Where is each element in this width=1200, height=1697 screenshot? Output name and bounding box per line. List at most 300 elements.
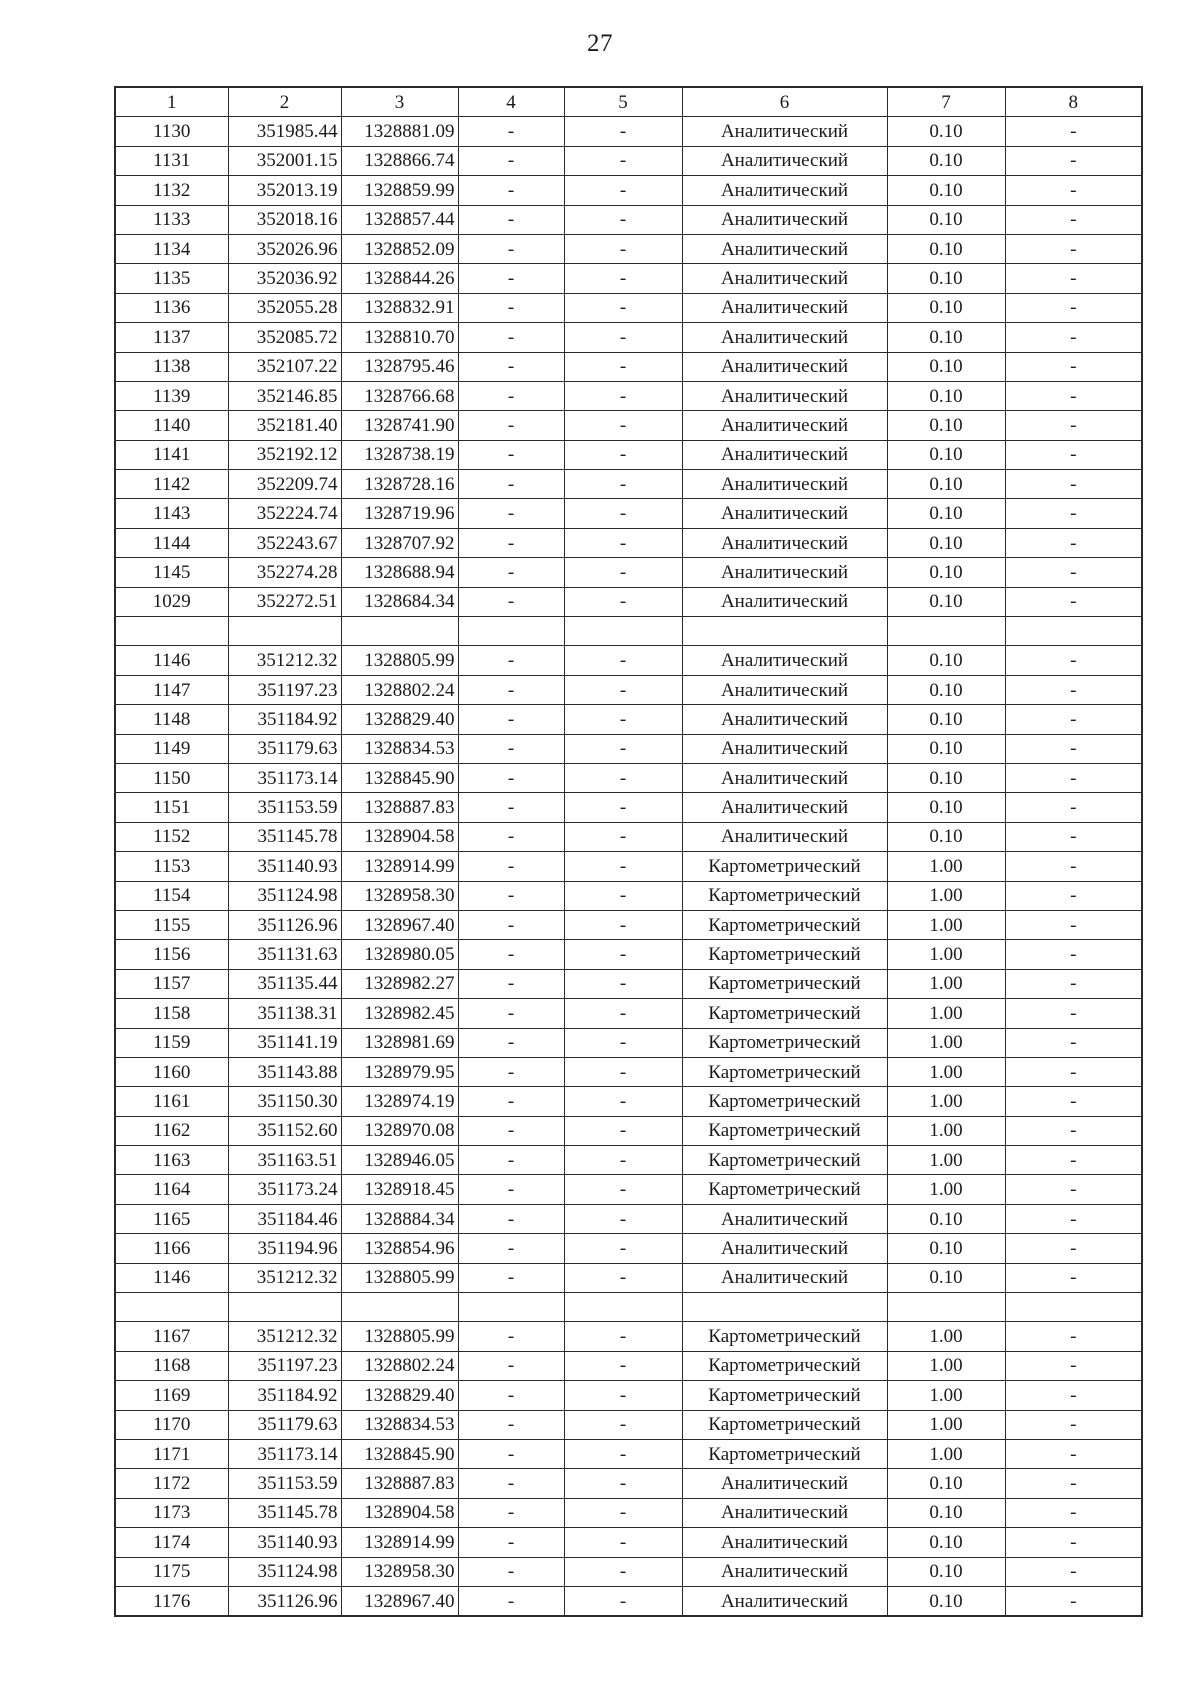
table-cell-col-3: 3: [341, 87, 458, 117]
table-cell-col-5: -: [564, 499, 682, 528]
table-cell-col-1: 1170: [115, 1410, 228, 1439]
table-cell-col-3: 1328974.19: [341, 1087, 458, 1116]
table-cell-col-3: 1328805.99: [341, 646, 458, 675]
coordinates-table: [114, 86, 1143, 1617]
table-cell-col-7: 0.10: [887, 411, 1005, 440]
table-cell-col-3: 1328981.69: [341, 1028, 458, 1057]
table-cell-col-2: 351985.44: [228, 117, 341, 146]
table-cell-col-2: 351197.23: [228, 1351, 341, 1380]
table-cell-col-7: 0.10: [887, 1469, 1005, 1498]
table-cell-col-2: 351194.96: [228, 1234, 341, 1263]
table-cell-col-7: 7: [887, 87, 1005, 117]
table-cell-col-2: 351184.92: [228, 1381, 341, 1410]
table-cell-col-8: -: [1005, 146, 1142, 175]
table-cell-col-5: -: [564, 1439, 682, 1468]
table-cell-col-2: 351131.63: [228, 940, 341, 969]
table-cell-col-2: 351153.59: [228, 793, 341, 822]
table-cell-col-2: 352181.40: [228, 411, 341, 440]
table-cell-col-4: -: [458, 1087, 564, 1116]
table-cell-col-7: 0.10: [887, 176, 1005, 205]
table-cell-col-6: Аналитический: [682, 264, 887, 293]
table-cell-col-2: 352026.96: [228, 234, 341, 263]
table-cell-col-1: 1173: [115, 1498, 228, 1527]
table-cell-col-6: [682, 617, 887, 646]
table-cell-col-5: -: [564, 646, 682, 675]
table-cell-col-7: 0.10: [887, 528, 1005, 557]
table-cell-col-6: Картометрический: [682, 852, 887, 881]
table-cell-col-3: 1328881.09: [341, 117, 458, 146]
table-cell-col-8: -: [1005, 411, 1142, 440]
table-cell-col-7: 0.10: [887, 499, 1005, 528]
table-cell-col-2: 351163.51: [228, 1146, 341, 1175]
table-cell-col-2: 352243.67: [228, 528, 341, 557]
table-cell-col-1: 1166: [115, 1234, 228, 1263]
table-cell-col-4: -: [458, 763, 564, 792]
table-cell-col-5: -: [564, 146, 682, 175]
table-cell-col-1: 1147: [115, 675, 228, 704]
table-cell-col-5: -: [564, 293, 682, 322]
table-cell-col-4: -: [458, 1381, 564, 1410]
table-cell-col-2: 351173.24: [228, 1175, 341, 1204]
table-cell-col-5: [564, 1293, 682, 1322]
table-row: [115, 352, 1142, 381]
table-cell-col-5: -: [564, 528, 682, 557]
table-cell-col-7: 0.10: [887, 675, 1005, 704]
table-cell-col-8: -: [1005, 117, 1142, 146]
table-cell-col-7: 0.10: [887, 734, 1005, 763]
table-cell-col-6: Аналитический: [682, 1263, 887, 1292]
table-cell-col-3: 1328970.08: [341, 1116, 458, 1145]
table-cell-col-2: 351145.78: [228, 822, 341, 851]
table-cell-col-8: 8: [1005, 87, 1142, 117]
table-cell-col-7: 0.10: [887, 1528, 1005, 1557]
table-cell-col-2: 351153.59: [228, 1469, 341, 1498]
table-cell-col-6: Аналитический: [682, 675, 887, 704]
table-cell-col-2: 351212.32: [228, 1322, 341, 1351]
table-cell-col-5: -: [564, 822, 682, 851]
table-cell-col-3: 1328887.83: [341, 1469, 458, 1498]
table-cell-col-2: 352272.51: [228, 587, 341, 616]
table-cell-col-8: -: [1005, 1204, 1142, 1233]
table-row: [115, 411, 1142, 440]
table-cell-col-8: -: [1005, 734, 1142, 763]
table-row: [115, 1293, 1142, 1322]
table-cell-col-3: 1328982.27: [341, 969, 458, 998]
table-cell-col-7: 0.10: [887, 234, 1005, 263]
table-cell-col-5: -: [564, 1057, 682, 1086]
table-cell-col-3: 1328707.92: [341, 528, 458, 557]
table-cell-col-7: 1.00: [887, 1057, 1005, 1086]
table-cell-col-4: -: [458, 910, 564, 939]
table-cell-col-4: [458, 617, 564, 646]
table-cell-col-8: -: [1005, 440, 1142, 469]
table-cell-col-6: Аналитический: [682, 1234, 887, 1263]
table-row: [115, 646, 1142, 675]
table-cell-col-1: 1151: [115, 793, 228, 822]
table-cell-col-1: 1139: [115, 381, 228, 410]
table-cell-col-4: -: [458, 1028, 564, 1057]
table-cell-col-3: 1328857.44: [341, 205, 458, 234]
table-cell-col-3: 1328805.99: [341, 1263, 458, 1292]
table-row: [115, 528, 1142, 557]
table-cell-col-4: [458, 1293, 564, 1322]
table-cell-col-4: -: [458, 264, 564, 293]
table-cell-col-5: -: [564, 1586, 682, 1616]
table-cell-col-4: -: [458, 940, 564, 969]
table-cell-col-8: -: [1005, 1439, 1142, 1468]
table-cell-col-2: 352036.92: [228, 264, 341, 293]
table-row: [115, 117, 1142, 146]
table-cell-col-8: -: [1005, 793, 1142, 822]
table-cell-col-4: -: [458, 705, 564, 734]
table-cell-col-4: -: [458, 999, 564, 1028]
table-cell-col-4: -: [458, 734, 564, 763]
table-cell-col-8: -: [1005, 763, 1142, 792]
table-cell-col-6: Аналитический: [682, 705, 887, 734]
table-cell-col-3: 1328728.16: [341, 470, 458, 499]
table-cell-col-1: 1029: [115, 587, 228, 616]
table-row: [115, 881, 1142, 910]
table-row: [115, 1586, 1142, 1616]
table-cell-col-4: -: [458, 675, 564, 704]
table-cell-col-7: 0.10: [887, 1586, 1005, 1616]
table-cell-col-2: 351152.60: [228, 1116, 341, 1145]
table-cell-col-5: -: [564, 1557, 682, 1586]
table-cell-col-2: 351126.96: [228, 1586, 341, 1616]
table-cell-col-2: 352107.22: [228, 352, 341, 381]
table-cell-col-2: 351143.88: [228, 1057, 341, 1086]
table-cell-col-5: -: [564, 470, 682, 499]
table-cell-col-6: Аналитический: [682, 470, 887, 499]
table-cell-col-4: -: [458, 470, 564, 499]
table-cell-col-4: -: [458, 1469, 564, 1498]
table-cell-col-3: 1328802.24: [341, 1351, 458, 1380]
table-cell-col-3: 1328866.74: [341, 146, 458, 175]
table-cell-col-3: 1328688.94: [341, 558, 458, 587]
table-cell-col-5: -: [564, 881, 682, 910]
table-row: [115, 1528, 1142, 1557]
table-row: [115, 470, 1142, 499]
table-cell-col-8: -: [1005, 323, 1142, 352]
table-cell-col-8: -: [1005, 1498, 1142, 1527]
table-cell-col-7: 0.10: [887, 440, 1005, 469]
table-cell-col-6: Аналитический: [682, 1498, 887, 1527]
table-cell-col-5: -: [564, 852, 682, 881]
table-row: [115, 1351, 1142, 1380]
table-cell-col-1: 1158: [115, 999, 228, 1028]
table-cell-col-4: -: [458, 1498, 564, 1527]
table-cell-col-3: 1328805.99: [341, 1322, 458, 1351]
table-cell-col-8: -: [1005, 234, 1142, 263]
table-cell-col-1: 1175: [115, 1557, 228, 1586]
table-cell-col-5: -: [564, 793, 682, 822]
table-cell-col-3: [341, 1293, 458, 1322]
table-cell-col-6: Аналитический: [682, 323, 887, 352]
table-row: [115, 822, 1142, 851]
table-cell-col-7: 0.10: [887, 352, 1005, 381]
table-cell-col-8: -: [1005, 470, 1142, 499]
table-cell-col-8: -: [1005, 381, 1142, 410]
table-cell-col-6: Аналитический: [682, 381, 887, 410]
table-cell-col-1: 1153: [115, 852, 228, 881]
table-cell-col-7: 1.00: [887, 1381, 1005, 1410]
table-cell-col-4: -: [458, 440, 564, 469]
table-cell-col-8: -: [1005, 1528, 1142, 1557]
page-number: 27: [587, 30, 613, 57]
table-cell-col-8: [1005, 617, 1142, 646]
table-row: [115, 1175, 1142, 1204]
table-cell-col-2: [228, 1293, 341, 1322]
table-cell-col-7: 0.10: [887, 1204, 1005, 1233]
table-cell-col-6: Картометрический: [682, 1116, 887, 1145]
table-cell-col-3: 1328958.30: [341, 1557, 458, 1586]
table-cell-col-1: 1145: [115, 558, 228, 587]
table-cell-col-2: 351173.14: [228, 1439, 341, 1468]
table-cell-col-7: 0.10: [887, 705, 1005, 734]
table-row: [115, 675, 1142, 704]
table-cell-col-1: 1174: [115, 1528, 228, 1557]
table-cell-col-3: 1328852.09: [341, 234, 458, 263]
table-cell-col-7: 0.10: [887, 646, 1005, 675]
table-cell-col-5: -: [564, 734, 682, 763]
table-cell-col-4: -: [458, 146, 564, 175]
table-cell-col-4: -: [458, 822, 564, 851]
table-cell-col-5: -: [564, 1087, 682, 1116]
table-cell-col-1: 1172: [115, 1469, 228, 1498]
table-row: [115, 1381, 1142, 1410]
table-cell-col-5: -: [564, 1175, 682, 1204]
table-cell-col-8: -: [1005, 1410, 1142, 1439]
table-cell-col-7: 0.10: [887, 117, 1005, 146]
table-cell-col-1: 1143: [115, 499, 228, 528]
table-cell-col-8: -: [1005, 1322, 1142, 1351]
table-cell-col-8: -: [1005, 1175, 1142, 1204]
table-cell-col-8: -: [1005, 176, 1142, 205]
table-cell-col-8: -: [1005, 293, 1142, 322]
table-cell-col-7: 1.00: [887, 1146, 1005, 1175]
table-cell-col-6: Картометрический: [682, 1381, 887, 1410]
table-row: [115, 1469, 1142, 1498]
table-cell-col-7: 1.00: [887, 910, 1005, 939]
table-cell-col-4: -: [458, 528, 564, 557]
table-cell-col-4: -: [458, 646, 564, 675]
table-cell-col-2: 351124.98: [228, 1557, 341, 1586]
table-cell-col-7: 0.10: [887, 793, 1005, 822]
table-cell-col-2: 351126.96: [228, 910, 341, 939]
table-cell-col-6: [682, 1293, 887, 1322]
table-row: [115, 940, 1142, 969]
table-cell-col-1: 1144: [115, 528, 228, 557]
table-cell-col-6: Аналитический: [682, 352, 887, 381]
table-cell-col-8: -: [1005, 558, 1142, 587]
table-cell-col-1: 1141: [115, 440, 228, 469]
table-cell-col-5: -: [564, 205, 682, 234]
table-cell-col-3: 1328845.90: [341, 1439, 458, 1468]
table-cell-col-2: 351173.14: [228, 763, 341, 792]
table-cell-col-6: Аналитический: [682, 117, 887, 146]
table-cell-col-7: 1.00: [887, 881, 1005, 910]
table-cell-col-7: 0.10: [887, 470, 1005, 499]
table-cell-col-4: -: [458, 323, 564, 352]
table-cell-col-1: 1142: [115, 470, 228, 499]
table-cell-col-7: 0.10: [887, 558, 1005, 587]
table-cell-col-8: -: [1005, 822, 1142, 851]
table-row: [115, 1116, 1142, 1145]
table-cell-col-3: 1328795.46: [341, 352, 458, 381]
table-cell-col-5: -: [564, 587, 682, 616]
table-cell-col-1: 1160: [115, 1057, 228, 1086]
table-cell-col-3: 1328887.83: [341, 793, 458, 822]
table-cell-col-8: -: [1005, 881, 1142, 910]
table-row: [115, 1557, 1142, 1586]
table-row: [115, 558, 1142, 587]
table-cell-col-1: 1130: [115, 117, 228, 146]
table-cell-col-4: -: [458, 352, 564, 381]
table-cell-col-4: -: [458, 1528, 564, 1557]
table-cell-col-1: 1163: [115, 1146, 228, 1175]
table-cell-col-1: 1162: [115, 1116, 228, 1145]
table-row: [115, 205, 1142, 234]
table-cell-col-5: -: [564, 1204, 682, 1233]
table-cell-col-4: -: [458, 293, 564, 322]
table-cell-col-6: Картометрический: [682, 881, 887, 910]
table-cell-col-5: -: [564, 411, 682, 440]
table-cell-col-8: -: [1005, 1028, 1142, 1057]
table-cell-col-8: -: [1005, 1469, 1142, 1498]
table-cell-col-3: 1328832.91: [341, 293, 458, 322]
table-cell-col-3: 1328802.24: [341, 675, 458, 704]
table-cell-col-1: 1133: [115, 205, 228, 234]
table-cell-col-4: -: [458, 587, 564, 616]
table-cell-col-4: -: [458, 881, 564, 910]
table-cell-col-7: 0.10: [887, 323, 1005, 352]
table-cell-col-3: 1328914.99: [341, 852, 458, 881]
table-cell-col-2: [228, 617, 341, 646]
table-cell-col-6: Аналитический: [682, 146, 887, 175]
table-cell-col-5: -: [564, 1116, 682, 1145]
table-cell-col-1: 1148: [115, 705, 228, 734]
table-cell-col-6: Аналитический: [682, 822, 887, 851]
table-row: [115, 1322, 1142, 1351]
table-cell-col-1: 1164: [115, 1175, 228, 1204]
table-cell-col-6: Аналитический: [682, 499, 887, 528]
table-cell-col-3: 1328946.05: [341, 1146, 458, 1175]
table-cell-col-8: -: [1005, 1586, 1142, 1616]
table-cell-col-5: -: [564, 1263, 682, 1292]
table-row: [115, 323, 1142, 352]
table-cell-col-8: -: [1005, 1087, 1142, 1116]
table-cell-col-1: 1134: [115, 234, 228, 263]
table-cell-col-1: [115, 617, 228, 646]
table-cell-col-3: 1328684.34: [341, 587, 458, 616]
table-row: [115, 1204, 1142, 1233]
table-cell-col-7: 0.10: [887, 1498, 1005, 1527]
table-cell-col-4: -: [458, 1263, 564, 1292]
table-cell-col-4: -: [458, 499, 564, 528]
table-cell-col-4: 4: [458, 87, 564, 117]
table-cell-col-5: -: [564, 440, 682, 469]
table-row: [115, 999, 1142, 1028]
table-cell-col-6: Аналитический: [682, 734, 887, 763]
table-cell-col-2: 352013.19: [228, 176, 341, 205]
table-cell-col-4: -: [458, 1351, 564, 1380]
table-cell-col-7: 1.00: [887, 999, 1005, 1028]
table-cell-col-5: -: [564, 264, 682, 293]
table-cell-col-7: 1.00: [887, 1351, 1005, 1380]
table-row: [115, 763, 1142, 792]
table-cell-col-8: -: [1005, 1146, 1142, 1175]
table-cell-col-8: -: [1005, 1116, 1142, 1145]
table-cell-col-6: Аналитический: [682, 587, 887, 616]
table-cell-col-1: 1171: [115, 1439, 228, 1468]
table-cell-col-3: 1328829.40: [341, 705, 458, 734]
table-cell-col-2: 351140.93: [228, 852, 341, 881]
table-cell-col-5: -: [564, 910, 682, 939]
table-cell-col-7: 0.10: [887, 264, 1005, 293]
table-cell-col-6: Аналитический: [682, 176, 887, 205]
table-row: [115, 910, 1142, 939]
table-cell-col-2: 351197.23: [228, 675, 341, 704]
table-cell-col-3: 1328979.95: [341, 1057, 458, 1086]
table-cell-col-5: -: [564, 381, 682, 410]
table-cell-col-2: 351138.31: [228, 999, 341, 1028]
table-cell-col-8: -: [1005, 1057, 1142, 1086]
table-cell-col-5: -: [564, 1381, 682, 1410]
table-cell-col-8: -: [1005, 940, 1142, 969]
table-cell-col-3: 1328980.05: [341, 940, 458, 969]
table-cell-col-5: -: [564, 763, 682, 792]
table-cell-col-1: 1155: [115, 910, 228, 939]
table-cell-col-1: 1140: [115, 411, 228, 440]
table-cell-col-2: 352192.12: [228, 440, 341, 469]
table-cell-col-6: Картометрический: [682, 910, 887, 939]
table-cell-col-3: 1328967.40: [341, 910, 458, 939]
table-cell-col-4: -: [458, 969, 564, 998]
table-cell-col-1: 1176: [115, 1586, 228, 1616]
table-cell-col-5: -: [564, 969, 682, 998]
table-row: [115, 1263, 1142, 1292]
table-row: [115, 969, 1142, 998]
table-cell-col-1: 1146: [115, 1263, 228, 1292]
table-cell-col-1: 1167: [115, 1322, 228, 1351]
table-cell-col-7: 0.10: [887, 205, 1005, 234]
table-cell-col-7: 0.10: [887, 1263, 1005, 1292]
table-row: [115, 1439, 1142, 1468]
table-cell-col-6: Аналитический: [682, 558, 887, 587]
table-cell-col-5: -: [564, 176, 682, 205]
table-row: [115, 617, 1142, 646]
table-cell-col-3: 1328844.26: [341, 264, 458, 293]
table-cell-col-5: -: [564, 999, 682, 1028]
table-cell-col-8: -: [1005, 1234, 1142, 1263]
table-cell-col-1: 1149: [115, 734, 228, 763]
table-cell-col-2: 351124.98: [228, 881, 341, 910]
table-cell-col-6: Аналитический: [682, 1469, 887, 1498]
table-cell-col-8: -: [1005, 646, 1142, 675]
table-cell-col-3: 1328719.96: [341, 499, 458, 528]
table-cell-col-3: 1328738.19: [341, 440, 458, 469]
table-cell-col-4: -: [458, 234, 564, 263]
table-cell-col-2: 2: [228, 87, 341, 117]
table-cell-col-7: 1.00: [887, 1322, 1005, 1351]
table-cell-col-1: 1: [115, 87, 228, 117]
table-cell-col-2: 351135.44: [228, 969, 341, 998]
table-cell-col-8: -: [1005, 499, 1142, 528]
table-cell-col-1: 1132: [115, 176, 228, 205]
table-cell-col-5: -: [564, 1322, 682, 1351]
table-cell-col-7: 0.10: [887, 1234, 1005, 1263]
table-cell-col-5: -: [564, 705, 682, 734]
